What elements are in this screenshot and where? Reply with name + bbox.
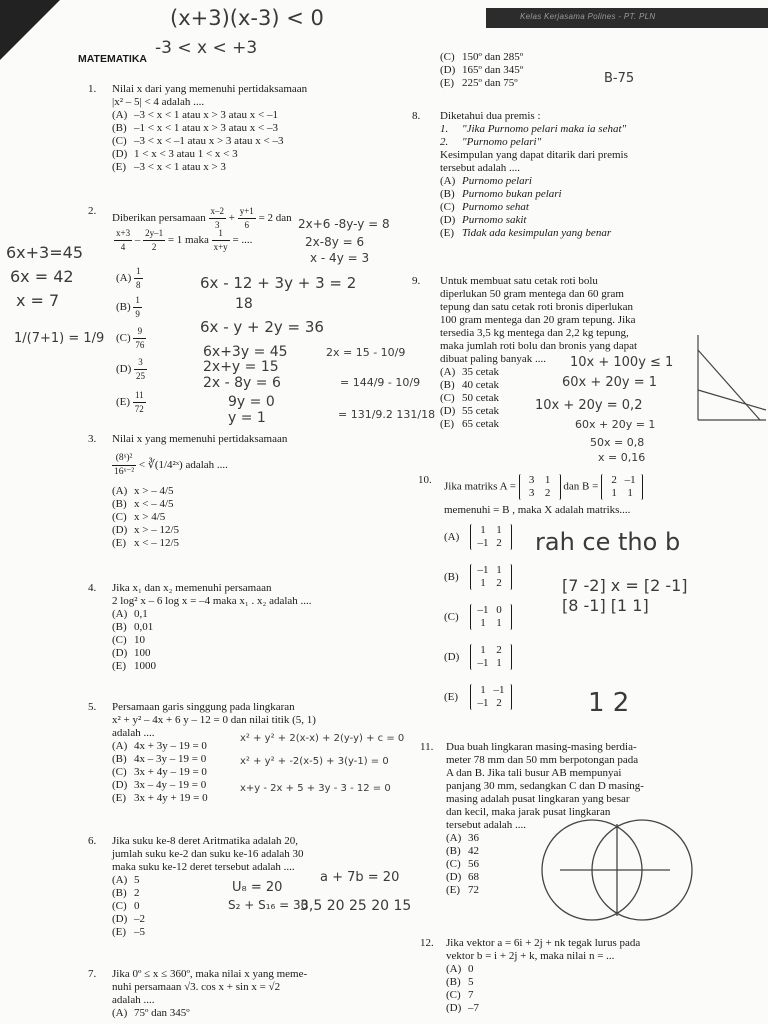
option-a: (A) 0,1 xyxy=(112,608,148,620)
option-d: (D) x > – 12/5 xyxy=(112,524,180,536)
option-d: (D) 1 2 –1 1 xyxy=(444,644,512,670)
option-d: (D) 100 xyxy=(112,647,151,659)
page-corner-shadow xyxy=(0,0,60,60)
question-text: Jika suku ke-8 deret Aritmatika adalah 20, xyxy=(112,835,299,847)
question-number: 6. xyxy=(88,835,97,847)
option-b: (B) –1 1 1 2 xyxy=(444,564,512,590)
handwriting-q2k: y = 1 xyxy=(228,410,266,426)
question-text: dibuat paling banyak .... xyxy=(440,353,547,365)
option-e: (E) $\frac{11}{72}$ xyxy=(116,390,144,414)
option-d: (D) 1 < x < 3 atau 1 < x < 3 xyxy=(112,148,238,160)
question-text: diperlukan 50 gram mentega dan 60 gram xyxy=(440,288,624,300)
option-b: (B) 42 xyxy=(446,845,479,857)
question-number: 1. xyxy=(88,83,97,95)
question-text: |x² – 5| < 4 adalah .... xyxy=(112,96,205,108)
question-text: Persamaan garis singgung pada lingkaran xyxy=(112,701,295,713)
option-a: (A) Purnomo pelari xyxy=(440,175,532,187)
matrix-a: 3 1 3 2 xyxy=(519,474,561,500)
option-b: (B) 40 cetak xyxy=(440,379,499,391)
option-e: (E) 1000 xyxy=(112,660,156,672)
handwriting-q6b: a + 7b = 20 xyxy=(320,870,400,885)
question-text: memenuhi = B , maka X adalah matriks.... xyxy=(444,504,631,516)
question-text: Jika matriks A = 3 1 3 2 dan B = 2 –1 1 1 xyxy=(444,474,643,500)
question-text: vektor b = i + 2j + k, maka nilai n = ... xyxy=(446,950,615,962)
question-text: Kesimpulan yang dapat ditarik dari premis xyxy=(440,149,628,161)
question-text: panjang 30 mm, sedangkan C dan D masing- xyxy=(446,780,644,792)
option-a: (A) 5 xyxy=(112,874,140,886)
question-number: 4. xyxy=(88,582,97,594)
option-c: (C) 7 xyxy=(446,989,474,1001)
option-c: (C) 10 xyxy=(112,634,145,646)
option-c: (C) 3x + 4y – 19 = 0 xyxy=(112,766,207,778)
option-e: (E) –3 < x < 1 atau x > 3 xyxy=(112,161,226,173)
option-e: (E) 225º dan 75º xyxy=(440,77,518,89)
option-c: (C) $\frac{9}{76}$ xyxy=(116,326,145,350)
question-text: nuhi persamaan √3. cos x + sin x = √2 xyxy=(112,981,281,993)
option-b: (B) 5 xyxy=(446,976,474,988)
option-c: (C) 150º dan 285º xyxy=(440,51,524,63)
question-text: Jika 0º ≤ x ≤ 360º, maka nilai x yang meme- xyxy=(112,968,308,980)
option-c: (C) 0 xyxy=(112,900,140,912)
handwriting-q2b: 2x-8y = 6 xyxy=(305,235,365,249)
region-graph-sketch xyxy=(690,330,768,430)
handwriting-q10d: 1 2 xyxy=(588,688,630,718)
question-number: 2. xyxy=(88,205,97,217)
question-text: tersedia 3,5 kg mentega dan 2,2 kg tepung, xyxy=(440,327,629,339)
question-number: 5. xyxy=(88,701,97,713)
option-d: (D) 68 xyxy=(446,871,479,883)
handwriting-q2h: 2x+y = 15 xyxy=(203,359,279,375)
question-number: 11. xyxy=(420,741,434,753)
question-number: 8. xyxy=(412,110,421,122)
option-c: (C) –3 < x < –1 atau x > 3 atau x < –3 xyxy=(112,135,284,147)
question-text: adalah .... xyxy=(112,727,155,739)
question-text: Jika vektor a = 6i + 2j + nk tegak lurus pada xyxy=(446,937,641,949)
question-text: A dan B. Jika tali busur AB mempunyai xyxy=(446,767,622,779)
question-text: Diberikan persamaan $\frac{x-2}{3}$ + $\frac{y+1}{6}$ = 2 dan xyxy=(112,206,292,230)
option-a: (A) $\frac{1}{8}$ xyxy=(116,266,141,290)
question-text: meter 78 mm dan 50 mm berpotongan pada xyxy=(446,754,639,766)
question-text: maka suku ke-12 deret tersebut adalah .... xyxy=(112,861,295,873)
handwriting-left2: 6x = 42 xyxy=(10,267,74,286)
handwriting-q2d: 6x - 12 + 3y + 3 = 2 xyxy=(200,274,357,292)
option-e: (E) –5 xyxy=(112,926,145,938)
handwriting-top: (x+3)(x-3) < 0 xyxy=(170,6,324,30)
header-banner-text: Kelas Kerjasama Polines - PT. PLN xyxy=(520,12,656,21)
option-a: (A) 4x + 3y – 19 = 0 xyxy=(112,740,207,752)
question-2-equation: $\frac{x+3}{4}$ – $\frac{2y-1}{2}$ = 1 maka $\frac{1}{x+y}$ = .... xyxy=(116,228,253,252)
option-a: (A) –3 < x < 1 atau x > 3 atau x < –1 xyxy=(112,109,278,121)
option-a: (A) 1 1 –1 2 xyxy=(444,524,512,550)
option-b: (B) 0,01 xyxy=(112,621,154,633)
question-number: 10. xyxy=(418,474,432,486)
handwriting-q9a: 10x + 100y ≤ 1 xyxy=(570,355,674,370)
option-c: (C) 50 cetak xyxy=(440,392,499,404)
option-c: (C) 56 xyxy=(446,858,479,870)
option-d: (D) 3x – 4y – 19 = 0 xyxy=(112,779,207,791)
option-b: (B) 2 xyxy=(112,887,140,899)
handwriting-q9c: 10x + 20y = 0,2 xyxy=(535,398,643,413)
handwriting-q6d: 3,5 20 25 20 15 xyxy=(300,898,412,914)
question-text: tersebut adalah .... xyxy=(446,819,527,831)
handwriting-q2g: 6x+3y = 45 xyxy=(203,344,288,360)
question-text: dan kecil, maka jarak pusat lingkaran xyxy=(446,806,611,818)
option-a: (A) 75º dan 345º xyxy=(112,1007,190,1019)
question-text: adalah .... xyxy=(112,994,155,1006)
header-banner xyxy=(486,8,768,28)
question-text: tepung dan satu cetak roti bronis diperlukan xyxy=(440,301,634,313)
option-c: (C) x > 4/5 xyxy=(112,511,166,523)
handwriting-q2n: = 131/9.2 131/18 xyxy=(338,408,436,421)
option-e: (E) x < – 12/5 xyxy=(112,537,180,549)
handwriting-q9f: x = 0,16 xyxy=(598,451,646,464)
handwriting-q2i: 2x - 8y = 6 xyxy=(203,375,281,391)
option-e: (E) 72 xyxy=(446,884,479,896)
question-text: maka jumlah roti bolu dan bronis yang dapat xyxy=(440,340,638,352)
handwriting-q2j: 9y = 0 xyxy=(228,394,275,410)
handwriting-q2a: 2x+6 -8y-y = 8 xyxy=(298,217,390,231)
handwriting-q2m: = 144/9 - 10/9 xyxy=(340,376,421,389)
question-expression: $\frac{\text{(8ˣ)²}}{\text{16ˣ⁻²}}$ < ∛(1/4²ˣ) adalah .... xyxy=(114,453,228,477)
question-number: 12. xyxy=(420,937,434,949)
handwriting-q5b: x² + y² + -2(x-5) + 3(y-1) = 0 xyxy=(240,756,389,767)
handwriting-q10a: rah ce tho b xyxy=(535,528,681,556)
handwriting-q2e: 18 xyxy=(235,296,253,312)
option-a: (A) x > – 4/5 xyxy=(112,485,174,497)
handwriting-q2f: 6x - y + 2y = 36 xyxy=(200,318,324,336)
question-text: Nilai x yang memenuhi pertidaksamaan xyxy=(112,433,288,445)
option-d: (D) $\frac{3}{25}$ xyxy=(116,357,146,381)
question-number: 9. xyxy=(412,275,421,287)
question-text: Nilai x dari yang memenuhi pertidaksamaan xyxy=(112,83,308,95)
option-b: (B) –1 < x < 1 atau x > 3 atau x < –3 xyxy=(112,122,278,134)
question-text: 2 log² x – 6 log x = –4 maka x₁ . x₂ adalah .... xyxy=(112,595,312,607)
handwriting-q9b: 60x + 20y = 1 xyxy=(562,375,658,390)
option-e: (E) 3x + 4y + 19 = 0 xyxy=(112,792,208,804)
option-d: (D) –2 xyxy=(112,913,145,925)
option-b: (B) $\frac{1}{9}$ xyxy=(116,295,140,319)
question-text: tersebut adalah .... xyxy=(440,162,521,174)
handwriting-q5a: x² + y² + 2(x-x) + 2(y-y) + c = 0 xyxy=(240,733,405,744)
option-e: (E) Tidak ada kesimpulan yang benar xyxy=(440,227,612,239)
handwriting-q5c: x+y - 2x + 5 + 3y - 3 - 12 = 0 xyxy=(240,783,391,794)
handwriting-top2: -3 < x < +3 xyxy=(155,38,258,58)
handwriting-left3: x = 7 xyxy=(16,291,60,310)
question-text: jumlah suku ke-2 dan suku ke-16 adalah 30 xyxy=(112,848,304,860)
option-a: (A) 0 xyxy=(446,963,474,975)
handwriting-left4: 1/(7+1) = 1/9 xyxy=(14,331,105,346)
question-number: 3. xyxy=(88,433,97,445)
subject-title: MATEMATIKA xyxy=(78,53,148,65)
option-e: (E) 1 –1 –1 2 xyxy=(444,684,512,710)
option-b: (B) x < – 4/5 xyxy=(112,498,174,510)
question-text: Jika x₁ dan x₂ memenuhi persamaan xyxy=(112,582,272,594)
handwriting-q9e: 50x = 0,8 xyxy=(590,436,645,449)
handwriting-q7b: B-75 xyxy=(604,71,635,86)
option-c: (C) Purnomo sehat xyxy=(440,201,529,213)
option-c: (C) –1 0 1 1 xyxy=(444,604,512,630)
question-text: Untuk membuat satu cetak roti bolu xyxy=(440,275,598,287)
handwriting-q6a: U₈ = 20 xyxy=(232,880,283,895)
handwriting-q10c: [8 -1] [1 1] xyxy=(562,596,649,615)
handwriting-q10b: [7 -2] x = [2 -1] xyxy=(562,576,688,595)
option-d: (D) Purnomo sakit xyxy=(440,214,527,226)
handwriting-q9d: 60x + 20y = 1 xyxy=(575,418,656,431)
option-a: (A) 35 cetak xyxy=(440,366,499,378)
handwriting-q2l: 2x = 15 - 10/9 xyxy=(326,346,406,359)
option-b: (B) Purnomo bukan pelari xyxy=(440,188,562,200)
question-text: masing adalah pusat lingkaran yang besar xyxy=(446,793,630,805)
option-d: (D) –7 xyxy=(446,1002,479,1014)
premise-1: 1. "Jika Purnomo pelari maka ia sehat" xyxy=(440,123,627,135)
option-d: (D) 55 cetak xyxy=(440,405,499,417)
option-d: (D) 165º dan 345º xyxy=(440,64,524,76)
circles-sketch xyxy=(530,808,710,938)
option-e: (E) 65 cetak xyxy=(440,418,499,430)
option-a: (A) 36 xyxy=(446,832,479,844)
premise-2: 2. "Purnomo pelari" xyxy=(440,136,542,148)
matrix-b: 2 –1 1 1 xyxy=(601,474,643,500)
question-text: x² + y² – 4x + 6 y – 12 = 0 dan nilai titik (5, 1) xyxy=(112,714,316,726)
handwriting-q2c: x - 4y = 3 xyxy=(310,251,370,265)
question-text: Dua buah lingkaran masing-masing berdia- xyxy=(446,741,637,753)
handwriting-q6c: S₂ + S₁₆ = 30 xyxy=(228,898,309,912)
question-number: 7. xyxy=(88,968,97,980)
question-text: 100 gram mentega dan 20 gram tepung. Jika xyxy=(440,314,636,326)
option-b: (B) 4x – 3y – 19 = 0 xyxy=(112,753,207,765)
question-text: Diketahui dua premis : xyxy=(440,110,541,122)
handwriting-left1: 6x+3=45 xyxy=(6,243,83,262)
